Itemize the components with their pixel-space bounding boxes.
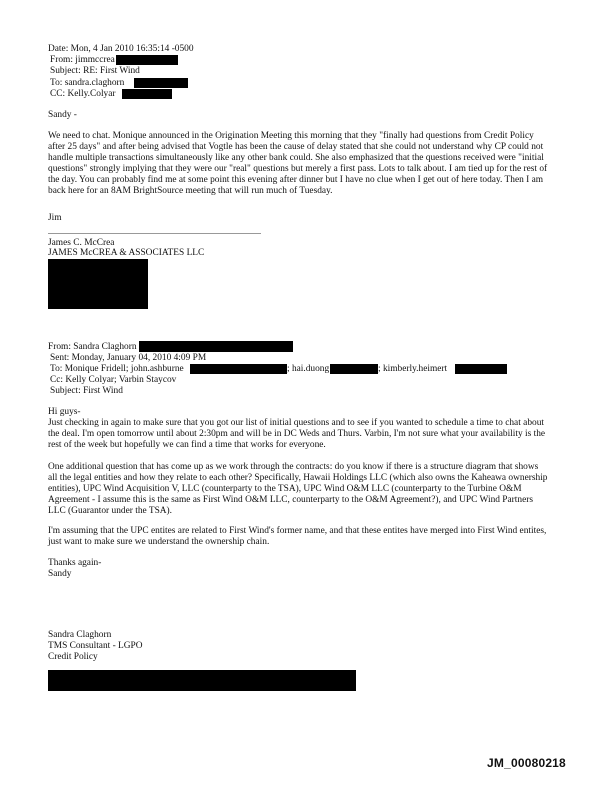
email-sent: Sent: Monday, January 04, 2010 4:09 PM — [50, 353, 207, 363]
email-to-continued: ; hai.duong — [287, 364, 330, 374]
email-to: To: sandra.claghorn — [50, 78, 125, 88]
redaction-block — [116, 55, 178, 65]
email-from: From: jimmccrea — [50, 55, 115, 65]
thanks-line: Thanks again- — [48, 558, 102, 568]
bates-number: JM_00080218 — [487, 756, 566, 770]
redaction-block — [330, 364, 378, 374]
body-line: I'm assuming that the UPC entites are related to First Wind's former name, and that these entites have merged into First Wind entites, — [48, 526, 547, 536]
email-date: Date: Mon, 4 Jan 2010 16:35:14 -0500 — [48, 44, 194, 54]
greeting: Hi guys- — [48, 407, 81, 417]
email-from: From: Sandra Claghorn — [48, 342, 137, 352]
redaction-block — [48, 670, 356, 691]
redaction-block — [190, 364, 287, 374]
email-cc: CC: Kelly.Colyar — [50, 89, 116, 99]
redaction-block — [134, 78, 188, 88]
body-line: entities), UPC Wind Acquisition V, LLC (counterparty to the TSA), UPC Wind O&M LLC (counterparty to the Turbine O&M — [48, 484, 522, 494]
redaction-block — [48, 259, 148, 309]
body-line: the deal. I'm open tomorrow until about 2:30pm and will be in DC Weds and Thurs. Varbin, I'm not sure what your availability is the — [48, 429, 546, 439]
signature-department: Credit Policy — [48, 652, 98, 662]
signature-company: JAMES McCREA & ASSOCIATES LLC — [48, 248, 205, 258]
email-to: To: Monique Fridell; john.ashburne — [50, 364, 184, 374]
signature-name: James C. McCrea — [48, 238, 115, 248]
body-line: just want to make sure we understand the ownership chain. — [48, 537, 270, 547]
signature-title: TMS Consultant - LGPO — [48, 641, 143, 651]
email-to-continued: ; kimberly.heimert — [378, 364, 448, 374]
body-line: after 25 days" and after being advised that Vogtle has been the cause of delay stated that she could not understand why CP could not — [48, 142, 544, 152]
email-subject: Subject: RE: First Wind — [50, 66, 140, 76]
email-subject: Subject: First Wind — [50, 386, 123, 396]
body-line: Agreement - I assume this is the same as First Wind O&M LLC, counterparty to the O&M Agreement?), and UPC Wind Partners — [48, 495, 534, 505]
body-line: Just checking in again to make sure that you got our list of initial questions and to see if you wanted to schedule a time to chat about — [48, 418, 544, 428]
body-line: LLC (Guarantor under the TSA). — [48, 506, 173, 516]
greeting: Sandy - — [48, 110, 77, 120]
sign-off: Jim — [48, 213, 62, 223]
body-line: questions" strongly implying that they were our "real" questions but merely a first pass. Lots to talk about. I am tied up for the rest of — [48, 164, 548, 174]
redaction-block — [122, 89, 172, 99]
body-line: rest of the week but hopefully we can find a time that works for everyone. — [48, 440, 326, 450]
body-line: the day. You can probably find me at some point this evening after dinner but I have no clue when I get out of here today. Then I am — [48, 175, 544, 185]
signature-divider — [48, 233, 261, 234]
body-line: back here for an 8AM BrightSource meeting that will run much of Tuesday. — [48, 186, 333, 196]
redaction-block — [455, 364, 507, 374]
body-line: One additional question that has come up as we work through the contracts: do you know if there is a structure diagram that shows — [48, 462, 539, 472]
body-line: handle multiple transactions simultaneously like any other bank could. She also emphasized that the questions received were "initial — [48, 153, 544, 163]
body-line: We need to chat. Monique announced in the Origination Meeting this morning that they "finally had questions from Credit Policy — [48, 131, 534, 141]
signature-name: Sandra Claghorn — [48, 630, 112, 640]
email-cc: Cc: Kelly Colyar; Varbin Staycov — [50, 375, 177, 385]
body-line: all the legal entities and how they relate to each other? Specifically, Hawaii Holdings LLC (which also owns the Kaheawa ownership — [48, 473, 548, 483]
sign-off: Sandy — [48, 569, 72, 579]
redaction-block — [139, 341, 293, 352]
